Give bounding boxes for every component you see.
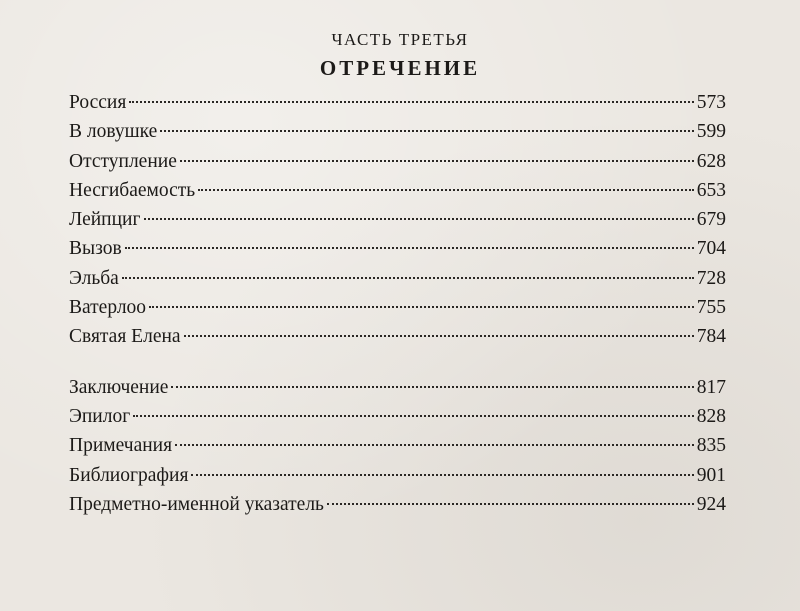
toc-entry[interactable] bbox=[69, 373, 726, 402]
toc-entry-title: Эльба bbox=[69, 267, 119, 289]
dot-leader bbox=[149, 305, 694, 308]
toc-entry[interactable] bbox=[69, 490, 726, 519]
toc-entry-title: Библиография bbox=[69, 464, 189, 486]
toc-entry[interactable] bbox=[69, 322, 726, 351]
toc-entry-title: Святая Елена bbox=[69, 326, 181, 348]
table-of-contents bbox=[69, 88, 726, 519]
toc-entry-page: 755 bbox=[696, 297, 726, 319]
toc-entry-title: Эпилог bbox=[69, 405, 131, 427]
toc-entry[interactable] bbox=[69, 402, 726, 431]
toc-entry-page: 728 bbox=[696, 267, 726, 289]
toc-entry-page: 679 bbox=[696, 209, 726, 231]
toc-entry-page: 835 bbox=[696, 435, 726, 457]
toc-entry[interactable] bbox=[69, 88, 726, 117]
toc-entry[interactable] bbox=[69, 147, 726, 176]
toc-entry-title: Отступление bbox=[69, 150, 177, 172]
toc-entry-page: 828 bbox=[696, 405, 726, 427]
toc-entry-page: 573 bbox=[696, 92, 726, 113]
toc-entry-page: 599 bbox=[696, 121, 726, 143]
dot-leader bbox=[129, 100, 693, 103]
toc-entry-title: Россия bbox=[69, 92, 127, 113]
dot-leader bbox=[122, 276, 694, 279]
toc-entry-title: Заключение bbox=[69, 376, 169, 398]
toc-entry-title: Предметно-именной указатель bbox=[69, 493, 324, 515]
toc-entry-page: 704 bbox=[696, 238, 726, 260]
dot-leader bbox=[175, 443, 694, 446]
toc-entry-page: 924 bbox=[696, 493, 726, 515]
toc-entry-page: 817 bbox=[696, 376, 726, 398]
toc-entry-title: В ловушке bbox=[69, 121, 158, 143]
toc-entry-page: 628 bbox=[696, 150, 726, 172]
toc-entry[interactable] bbox=[69, 205, 726, 234]
dot-leader bbox=[125, 246, 694, 249]
section-gap bbox=[69, 352, 726, 373]
dot-leader bbox=[327, 502, 694, 505]
toc-entry[interactable] bbox=[69, 431, 726, 460]
toc-entry-page: 901 bbox=[696, 464, 726, 486]
dot-leader bbox=[171, 385, 693, 388]
toc-entry-title: Вызов bbox=[69, 238, 122, 260]
toc-entry[interactable] bbox=[69, 234, 726, 263]
toc-entry[interactable] bbox=[69, 264, 726, 293]
dot-leader bbox=[144, 217, 694, 220]
part-title: ОТРЕЧЕНИЕ bbox=[319, 56, 481, 80]
part-label: ЧАСТЬ ТРЕТЬЯ bbox=[331, 30, 469, 49]
dot-leader bbox=[191, 473, 693, 476]
dot-leader bbox=[184, 334, 694, 337]
toc-entry[interactable] bbox=[69, 461, 726, 490]
toc-entry-title: Примечания bbox=[69, 435, 173, 457]
dot-leader bbox=[198, 188, 694, 191]
toc-entry-title: Ватерлоо bbox=[69, 297, 147, 319]
toc-entry[interactable] bbox=[69, 293, 726, 322]
dot-leader bbox=[160, 129, 693, 132]
dot-leader bbox=[133, 414, 694, 417]
toc-entry-page: 653 bbox=[696, 179, 726, 201]
dot-leader bbox=[180, 159, 694, 162]
toc-entry[interactable] bbox=[69, 117, 726, 146]
toc-entry[interactable] bbox=[69, 176, 726, 205]
toc-entry-page: 784 bbox=[696, 326, 726, 348]
toc-entry-title: Несгибаемость bbox=[69, 179, 196, 201]
toc-entry-title: Лейпциг bbox=[69, 209, 141, 231]
